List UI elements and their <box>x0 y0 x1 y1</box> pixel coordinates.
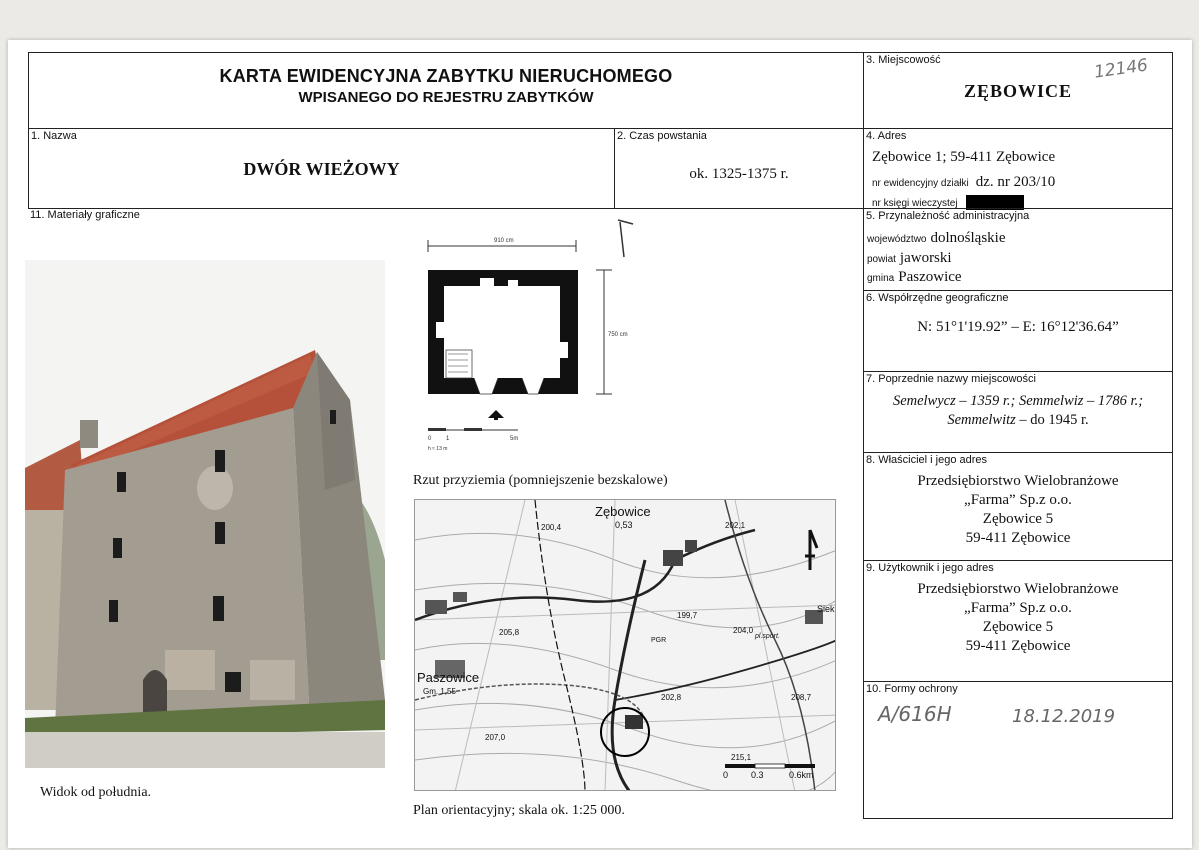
map-scale-0: 0 <box>723 770 729 780</box>
field-value-geo: N: 51°1'19.92” – E: 16°12'36.64” <box>917 319 1119 335</box>
uzytkownik-line: Przedsiębiorstwo Wielobranżowe <box>917 581 1119 597</box>
card-title-line2: WPISANEGO DO REJESTRU ZABYTKÓW <box>298 89 594 106</box>
ksiega-label: nr księgi wieczystej <box>872 198 958 209</box>
graphics-label: 11. Materiały graficzne <box>30 209 140 221</box>
field-label: 2. Czas powstania <box>617 130 707 142</box>
woj-label: województwo <box>867 234 927 245</box>
field-uzytkownik <box>863 560 1173 682</box>
gmina-label: gmina <box>867 273 895 284</box>
plan-caption: Rzut przyziemia (pomniejszenie bezskalowe) <box>413 473 668 488</box>
tower-manor-photo <box>25 260 385 768</box>
field-label: 6. Współrzędne geograficzne <box>866 292 1009 304</box>
field-label: 10. Formy ochrony <box>866 683 958 695</box>
field-adres <box>863 128 1173 209</box>
map-caption: Plan orientacyjny; skala ok. 1:25 000. <box>413 803 625 818</box>
field-value-adres: Zębowice 1; 59-411 Zębowice <box>872 149 1056 165</box>
map-label-053: 0,53 <box>615 520 633 530</box>
uzytkownik-line: „Farma” Sp.z o.o. <box>964 600 1072 616</box>
wlasciciel-line: Przedsiębiorstwo Wielobranżowe <box>917 473 1119 489</box>
handwritten-date: 18.12.2019 <box>1012 706 1116 727</box>
plan-scale-5m: 5m <box>510 436 519 442</box>
plan-scale-note: h ≈ 13 m <box>428 446 448 452</box>
map-label-2070: 207,0 <box>485 733 506 742</box>
field-miejscowosc <box>863 52 1173 129</box>
map-scale-06: 0.6km <box>789 770 814 780</box>
map-label-siek: Siek <box>817 604 835 614</box>
map-label-2028: 202,8 <box>661 693 682 702</box>
wlasciciel-line: „Farma” Sp.z o.o. <box>964 492 1072 508</box>
field-label: 1. Nazwa <box>31 130 77 142</box>
dzialki-row <box>872 173 1055 191</box>
topographic-map <box>415 500 836 791</box>
admin-powiat <box>867 249 952 267</box>
field-czas <box>614 128 864 209</box>
map-scale-03: 0.3 <box>751 770 764 780</box>
handwritten-registry-number: A/616H <box>878 702 952 726</box>
powiat-value: jaworski <box>899 250 952 266</box>
field-value-nazwa: DWÓR WIEŻOWY <box>243 159 400 179</box>
record-card <box>8 40 1192 848</box>
map-label-sport: pl.sport. <box>755 633 780 640</box>
woj-value: dolnośląskie <box>930 230 1006 246</box>
title-box <box>28 52 864 129</box>
handwritten-doc-number: 12146 <box>1092 55 1150 83</box>
poprzednie-line2-italic: Semmelwitz <box>947 412 1016 428</box>
field-label: 3. Miejscowość <box>866 54 941 66</box>
map-label-2040: 204,0 <box>733 626 754 635</box>
field-label: 4. Adres <box>866 130 907 142</box>
field-nazwa <box>28 128 615 209</box>
map-label-1997: 199,7 <box>677 611 698 620</box>
plan-width-label: 910 cm <box>494 238 514 244</box>
orientation-map <box>414 499 836 791</box>
field-admin <box>863 208 1173 291</box>
field-poprzednie <box>863 371 1173 453</box>
map-label-2021: 202,1 <box>725 521 746 530</box>
uzytkownik-line: Zębowice 5 <box>982 619 1054 635</box>
field-geo <box>863 290 1173 372</box>
map-label-pgr: PGR <box>651 637 667 644</box>
map-label-2087: 208,7 <box>791 693 812 702</box>
poprzednie-line2-rest: – do 1945 r. <box>1015 412 1089 428</box>
plan-scale-1: 1 <box>446 436 450 442</box>
floor-plan-drawing <box>408 212 648 462</box>
admin-gmina <box>867 268 962 286</box>
powiat-label: powiat <box>867 254 896 265</box>
field-value-miejscowosc: ZĘBOWICE <box>963 81 1073 101</box>
map-label-zebowice: Zębowice <box>595 504 651 519</box>
dzialki-value: dz. nr 203/10 <box>975 174 1056 190</box>
building-photo <box>25 260 385 768</box>
field-formy <box>863 681 1173 819</box>
map-label-gm: Gm. 1,55 <box>423 687 456 696</box>
poprzednie-line2 <box>864 412 1172 429</box>
map-label-paszowice: Paszowice <box>417 670 480 685</box>
map-label-2004: 200,4 <box>541 523 562 532</box>
field-label: 8. Właściciel i jego adres <box>866 454 988 466</box>
field-label: 9. Użytkownik i jego adres <box>866 562 994 574</box>
plan-scale-0: 0 <box>428 436 432 442</box>
poprzednie-line1: Semelwycz – 1359 r.; Semmelwiz – 1786 r.; <box>892 393 1144 409</box>
table-bottom-border <box>863 818 1173 819</box>
admin-woj <box>867 229 1005 247</box>
field-label: 5. Przynależność administracyjna <box>866 210 1030 222</box>
map-label-2151: 215,1 <box>731 753 752 762</box>
uzytkownik-line: 59-411 Zębowice <box>965 638 1071 654</box>
floor-plan <box>408 212 648 462</box>
gmina-value: Paszowice <box>898 269 962 285</box>
card-title-line1: KARTA EWIDENCYJNA ZABYTKU NIERUCHOMEGO <box>219 66 673 86</box>
wlasciciel-line: 59-411 Zębowice <box>965 530 1071 546</box>
map-label-2058: 205,8 <box>499 628 520 637</box>
field-label: 7. Poprzednie nazwy miejscowości <box>866 373 1036 385</box>
wlasciciel-line: Zębowice 5 <box>982 511 1054 527</box>
plan-height-label: 750 cm <box>608 332 628 338</box>
dzialki-label: nr ewidencyjny działki <box>872 178 969 189</box>
field-value-czas: ok. 1325-1375 r. <box>689 166 789 182</box>
field-wlasciciel <box>863 452 1173 561</box>
photo-caption: Widok od południa. <box>40 785 152 800</box>
